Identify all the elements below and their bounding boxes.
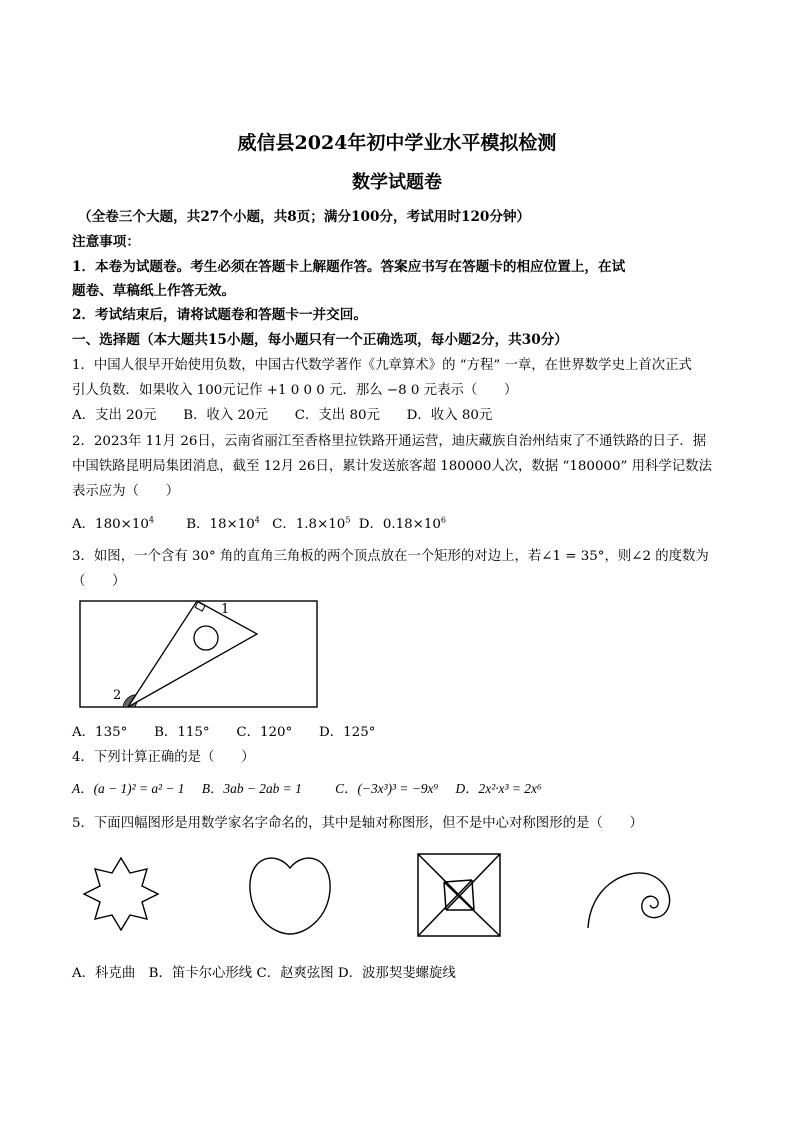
section-1-heading: 一、选择题（本大题共15小题，每小题只有一个正确选项，每小题2分，共30分） [72, 332, 568, 348]
spiral-shape [588, 873, 670, 928]
q1-options: A．支出 20元 B．收入 20元 C．支出 80元 D．收入 80元 [72, 408, 493, 423]
note-1-line-2: 题卷、草稿纸上作答无效。 [72, 283, 236, 299]
exam-info: （全卷三个大题，共27个小题，共8页；满分100分，考试用时120分钟） [78, 209, 531, 225]
note-2: 2．考试结束后，请将试题卷和答题卡一并交回。 [72, 307, 367, 323]
q4-option-a: A．(a − 1)² = a² − 1 [72, 781, 185, 796]
q1-line-2: 引人负数．如果收入 100元记作 +1 0 0 0 元．那么 −8 0 元表示（ ） [72, 383, 518, 398]
spiral-figure [584, 858, 684, 930]
q4-stem: 4．下列计算正确的是（ ） [72, 750, 255, 765]
page-subtitle: 数学试题卷 [352, 172, 442, 193]
angle-1-label: 1 [221, 602, 230, 617]
q4-option-b: B．3ab − 2ab = 1 [201, 781, 302, 796]
q5-options: A．科克曲 B．笛卡尔心形线 C．赵爽弦图 D．波那契斐螺旋线 [72, 966, 456, 981]
cardioid-figure [246, 852, 334, 936]
q4-options [72, 778, 542, 797]
triangle-ruler [128, 601, 257, 707]
q2-options: A．$180\times 10^4$ B．$18\times 10^4$ C．$1.8\times 10^5$ D．$0.18\times 10^6$ [72, 515, 446, 532]
q3-options: A．135° B．115° C．120° D．125° [72, 725, 376, 740]
q2-line-2: 中国铁路昆明局集团消息，截至 12月 26日，累计发送旅客超 180000人次，数据 “180000” 用科学记数法 [72, 459, 712, 474]
q3-line-2: （ ） [72, 574, 126, 589]
angle-2-label: 2 [113, 688, 122, 703]
q2-line-3: 表示应为（ ） [72, 484, 180, 499]
q3-line-1: 3．如图，一个含有 30° 角的直角三角板的两个顶点放在一个矩形的对边上，若∠1 = 35°，则∠2 的度数为 [72, 549, 709, 564]
q2-option-c: C．1.8×10 [272, 517, 346, 532]
cardioid-shape [250, 858, 330, 934]
zhao-shuang-figure [416, 852, 502, 938]
q2-option-a: A．180×10 [72, 517, 149, 532]
koch-snowflake-figure [78, 850, 164, 940]
notes-heading: 注意事项： [72, 234, 140, 250]
q4-option-c: C．(−3x³)³ = −9x⁹ [335, 781, 439, 796]
koch-snowflake-shape [84, 858, 158, 930]
q2-option-b: B．18×10 [186, 517, 255, 532]
q5-stem: 5．下面四幅图形是用数学家名字命名的，其中是轴对称图形，但不是中心对称图形的是（ ） [72, 816, 643, 831]
q2-line-1: 2．2023年 11月 26日，云南省丽江至香格里拉铁路开通运营，迪庆藏族自治州结束了不通铁路的日子．据 [72, 434, 707, 449]
q3-figure [78, 598, 320, 712]
q2-option-d: D．0.18×10 [358, 517, 441, 532]
q1-line-1: 1．中国人很早开始使用负数，中国古代数学著作《九章算术》的 “方程” 一章，在世界数学史上首次正式 [72, 358, 692, 373]
note-1-line-1: 1．本卷为试题卷。考生必须在答题卡上解题作答。答案应书写在答题卡的相应位置上，在试 [72, 259, 626, 275]
q4-option-d: D．2x²·x³ = 2x⁶ [455, 781, 542, 796]
page-title: 威信县2024年初中学业水平模拟检测 [237, 132, 557, 154]
